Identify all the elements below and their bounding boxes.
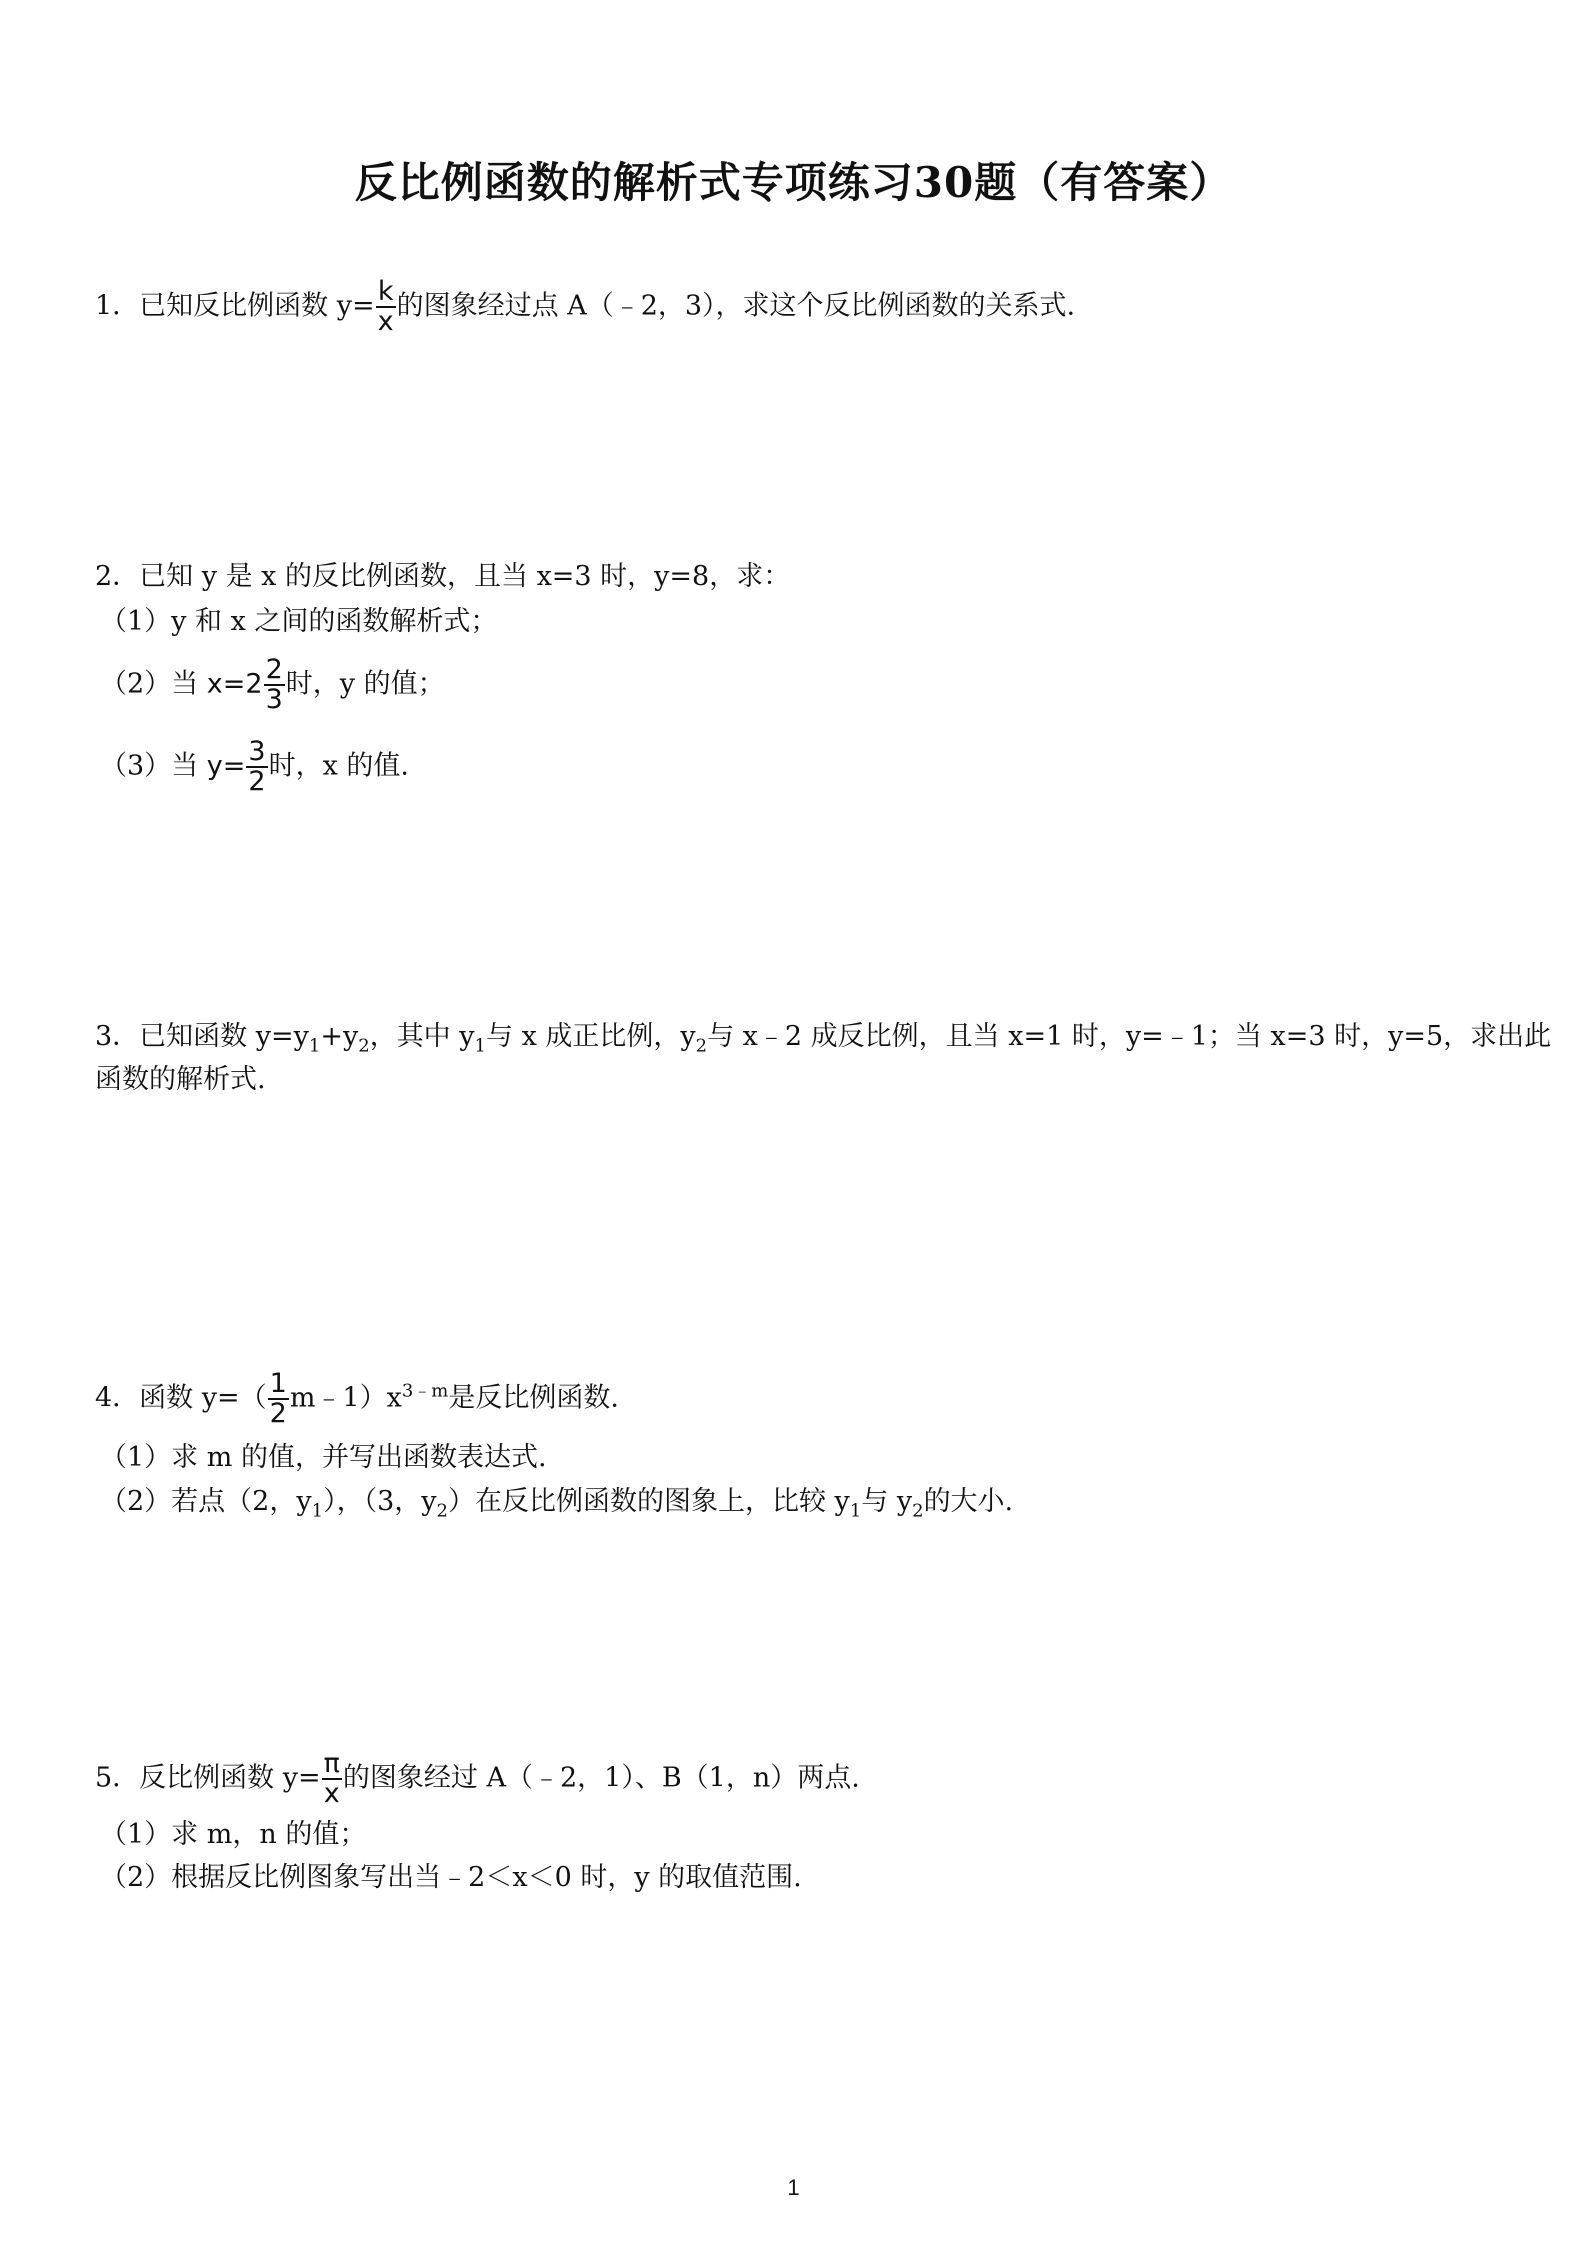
subscript: 2: [358, 1035, 370, 1057]
fraction-denominator: x: [377, 306, 394, 337]
q4-text-a: 4．函数 y=（: [95, 1382, 267, 1414]
fraction-three-halves: [246, 738, 267, 796]
q2-p2-text-a: （2）当: [100, 668, 199, 700]
fraction-numerator: k: [376, 278, 396, 308]
question-1: [95, 278, 1075, 336]
question-2-stem: 2．已知 y 是 x 的反比例函数，且当 x=3 时，y=8，求：: [95, 561, 791, 592]
q4-p2-text-e: 的大小.: [923, 1486, 1014, 1517]
q3-text-c: ，其中 y: [369, 1021, 475, 1052]
q2-p3-math: y=: [206, 750, 246, 782]
page-number: 1: [787, 2175, 800, 2200]
fraction-denominator: 2: [269, 1398, 287, 1429]
fraction-numerator: 2: [265, 654, 283, 685]
fraction-m-over-x: [322, 1750, 342, 1808]
fraction-denominator: 3: [265, 684, 283, 715]
q3-text-b: +y: [320, 1021, 359, 1052]
q4-text-c: 是反比例函数.: [448, 1382, 619, 1414]
fraction-numerator: 1: [269, 1368, 287, 1399]
question-5: [95, 1750, 860, 1808]
subscript: 2: [912, 1500, 924, 1522]
subscript: 2: [436, 1500, 448, 1522]
fraction-denominator: 2: [248, 766, 266, 797]
question-4: [95, 1370, 619, 1428]
q1-text-a: 1．已知反比例函数 y=: [95, 290, 375, 322]
fraction-one-half: [268, 1370, 289, 1428]
question-2-part-3: [100, 738, 409, 796]
question-2-part-1: （1）y 和 x 之间的函数解析式；: [100, 606, 498, 637]
question-4-part-2: [100, 1482, 1013, 1531]
fraction-k-over-x: [376, 278, 396, 336]
q3-text-d: 与 x 成正比例，y: [485, 1021, 696, 1052]
q1-text-b: 的图象经过点 A（﹣2，3），求这个反比例函数的关系式.: [396, 290, 1076, 322]
subscript: 1: [311, 1500, 324, 1522]
question-5-part-2: （2）根据反比例图象写出当﹣2＜x＜0 时，y 的取值范围.: [100, 1862, 802, 1893]
fraction-numerator: 3: [248, 736, 266, 767]
q2-p2-text-b: 时，y 的值；: [285, 668, 445, 700]
q4-p2-text-b: ），（3，y: [323, 1486, 437, 1517]
fraction-denominator: x: [323, 1778, 340, 1809]
question-3-line-1: [95, 1017, 1551, 1066]
page-title: 反比例函数的解析式专项练习30题（有答案）: [354, 158, 1233, 207]
subscript: 1: [308, 1035, 321, 1057]
q2-p3-text-a: （3）当: [100, 750, 199, 782]
question-5-part-1: （1）求 m，n 的值；: [100, 1819, 367, 1850]
q4-p2-text-a: （2）若点（2，y: [100, 1486, 312, 1517]
q5-text-a: 5．反比例函数 y=: [95, 1762, 321, 1794]
q5-text-b: 的图象经过 A（﹣2，1）、B（1，n）两点.: [342, 1762, 860, 1794]
question-4-part-1: （1）求 m 的值，并写出函数表达式.: [100, 1442, 547, 1473]
q4-text-b: m﹣1）x: [289, 1382, 402, 1414]
exponent: 3﹣m: [401, 1380, 449, 1402]
q4-p2-text-c: ）在反比例函数的图象上，比较 y: [447, 1486, 850, 1517]
q4-p2-text-d: 与 y: [861, 1486, 913, 1517]
q3-text-e: 与 x﹣2 成反比例，且当 x=1 时，y=﹣1；当 x=3 时，y=5，求出此: [707, 1021, 1552, 1052]
question-3-line-2: 函数的解析式.: [95, 1064, 266, 1095]
question-2-part-2: [100, 656, 445, 714]
q3-text-a: 3．已知函数 y=y: [95, 1021, 309, 1052]
subscript: 1: [849, 1500, 862, 1522]
q2-p2-math: x=2: [206, 668, 263, 700]
fraction-numerator: π: [323, 1748, 340, 1779]
fraction-two-thirds: [264, 656, 285, 714]
subscript: 1: [474, 1035, 486, 1057]
q2-p3-text-b: 时，x 的值.: [268, 750, 409, 782]
subscript: 2: [695, 1035, 708, 1057]
